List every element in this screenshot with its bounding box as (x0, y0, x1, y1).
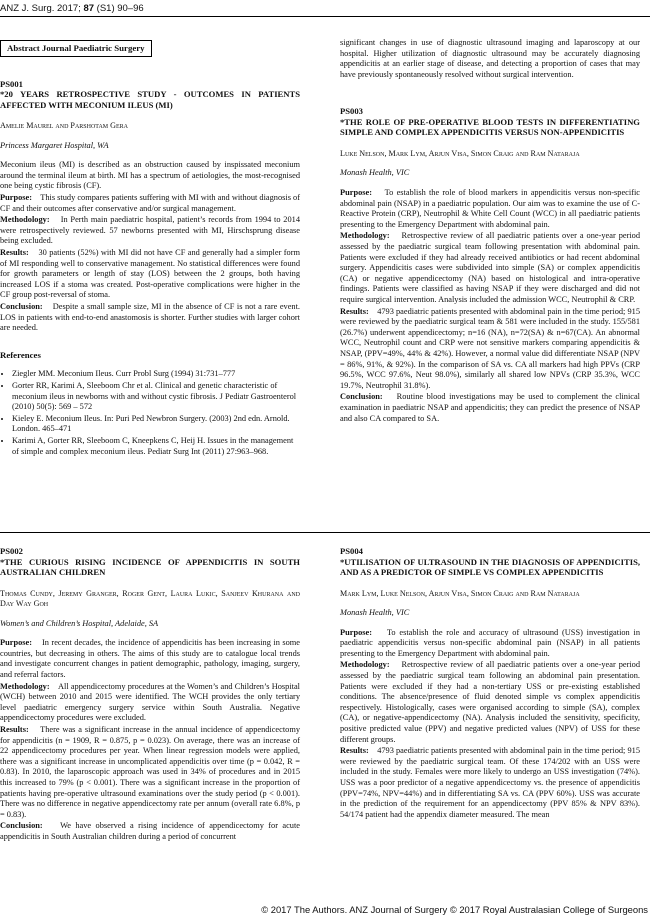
section-box: Abstract Journal Paediatric Surgery (0, 40, 152, 57)
abstract-title: *UTILISATION OF ULTRASOUND IN THE DIAGNOSIS OF APPENDICITIS, AND AS A PREDICTOR OF SIMPLE VS COMPLEX APPENDICITIS (340, 556, 640, 577)
right-column-top (340, 38, 640, 425)
references-heading: References (0, 349, 41, 360)
abstract-conclusion: Conclusion: We have observed a rising incidence of appendicectomy for acute appendicitis in South Australian children during a period of concurrent (0, 821, 300, 841)
abstract-id: PS004 (340, 546, 363, 556)
section-divider (0, 532, 650, 533)
abstract-authors: Thomas Cundy, Jeremy Granger, Roger Gent, Laura Lukic, Sanjeev Khurana and Day Way Goh (0, 588, 300, 609)
reference-item: • Kieley E. Meconium Ileus. In: Puri Ped Newbron Surgery. (2003) 2nd edn. Arnold. London. 465–471 (12, 414, 300, 435)
abstract-method: Methodology: Retrospective review of all paediatric patients over a one-year period assessed by the paediatric surgical team following presentation with abdominal pain. Patients were excluded if they had already received antibiotics or had recent abdominal surgery. Appendicitis cases were subdivided into simple (SA) or complex appendicitis (CA) or negative appendicectomy (NA) based on histological and intra-operative findings. Patients were classified as having NSAP if they were discharged and did not require surgical intervention. Analysis included the admission WCC, Neutrophil & CRP. (340, 231, 641, 304)
reference-item: • Karimi A, Gorter RR, Sleeboom C, Kneepkens C, Heij H. Issues in the management of simple and complex meconium ileus. Pediatr Surg Int (2011) 27:963–968. (12, 436, 300, 457)
reference-list (0, 369, 300, 457)
abstract-method: Methodology: All appendicectomy procedures at the Women’s and Children’s Hospital (WCH) between 2010 and 2015 were identified. The WCH provides the only tertiary level paediatric emergency surgery service within South Australia. Negative appendicectomy procedures were excluded. (0, 681, 300, 723)
abstract-method: Methodology: Retrospective review of all paediatric patients over a one-year period assessed by the paediatric surgical team following an abdominal pain presentation. Patients were excluded if they had a non-tertiary USS or pre-existing established conditions. The absence/presence of fluid denoted simple vs complex appendicitis respectively. Histologically, cases were organised according to simple (SA), complex (CA), or negative-appendicectomy (NA). Analysis included the sensitivity, specificity, positive predicted value (PPV) and negative predicted values (NPV) of USS for these different groups. (340, 660, 641, 744)
abstract-affiliation: Princess Margaret Hospital, WA (0, 140, 109, 150)
abstract-affiliation: Women’s and Children’s Hospital, Adelaide, SA (0, 618, 159, 628)
reference-item: • Gorter RR, Karimi A, Sleeboom Chr et al. Clinical and genetic characteristic of meconium ileus in newborns with and without cystic fibrosis. J Pediatr Gastroenterol (2010) 50(5): 569 – 572 (12, 381, 300, 413)
abstract-id: PS001 (0, 78, 23, 89)
abstract-id: PS003 (340, 106, 363, 117)
abstract-affiliation: Monash Health, VIC (340, 608, 410, 618)
right-column-bottom (340, 546, 640, 821)
copyright-footer: © 2017 The Authors. ANZ Journal of Surgery © 2017 Royal Australasian College of Surgeons (261, 904, 648, 915)
abstract-authors: Amelie Maurel and Parshotam Gera (0, 121, 128, 131)
left-column-top (0, 40, 300, 458)
abstract-title: *THE ROLE OF PRE-OPERATIVE BLOOD TESTS IN DIFFERENTIATING SIMPLE AND COMPLEX APPENDICITIS VERSUS NON-APPENDICITIS (340, 116, 640, 138)
abstract-conclusion: Conclusion: Despite a small sample size, MI in the absence of CF is not a rare event. LOS in patients with end-to-end anastomosis is shorter. Further studies with larger cohort are needed. (0, 302, 301, 333)
journal-pages: (S1) 90–96 (94, 3, 144, 14)
abstract-purpose: Purpose: This study compares patients suffering with MI with and without diagnosis of CF and their outcomes after conservative and/or surgical management. (0, 193, 300, 213)
abstract-intro: Meconium ileus (MI) is described as an obstruction caused by inspissated meconium around the terminal ileum at birth. MI has a spectrum of aetiologies, the most-recognised one being cystic fibrosis (CF). (0, 160, 300, 191)
abstract-id: PS002 (0, 546, 23, 556)
header-rule (0, 16, 650, 17)
abstract-purpose: Purpose: To establish the role of blood markers in appendicitis versus non-specific abdominal pain (NSAP) in a paediatric population. Our aim was to examine the use of C-Reactive Protein (CRP), Neutrophil & White Cell Count (WCC) in all paediatric patients presenting to the Emergency Department with abdominal pain. (340, 188, 640, 229)
abstract-authors: Mark Lym, Luke Nelson, Arjun Visa, Simon Craig and Ram Nataraja (340, 588, 580, 598)
abstract-purpose: Purpose: In recent decades, the incidence of appendicitis has been increasing in some countries, but decreasing in others. The aims of this study are to catalogue local trends and investigate concurrent changes in patient demographic, pathology, imaging, surgery, and referral factors. (0, 638, 300, 680)
abstract-affiliation: Monash Health, VIC (340, 168, 410, 178)
abstract-method: Methodology: In Perth main paediatric hospital, patient’s records from 1994 to 2014 were retrospectively reviewed. 57 newborns presented with MI, Hirschsprung disease being excluded. (0, 215, 300, 246)
abstract-conclusion: Conclusion: Routine blood investigations may be used to complement the clinical examination in paediatric NSAP and appendicitis; they can predict the presence of NSAP and also CA compared to SA. (340, 392, 640, 423)
journal-year: 2017; (57, 3, 84, 14)
left-column-bottom (0, 546, 300, 844)
abstract-results: Results: 4793 paediatric patients presented with abdominal pain in the time period; 915 were reviewed by the paediatric surgical team. Of these 174/202 with an USS were included in the study. Females were more likely to undergo an USS investigation (74%). USS was a poor predictor of a negative appendicectomy vs. the presence of appendicitis (PPV=74%, NPV=44%) and in differentiating SA vs. CA (PPV 60%). USS was accurate in the prediction of the requirement for an appendicectomy (PPV 85% & NPV 83%). 54/174 patient had the appendix diameter measured. The mean (340, 746, 641, 819)
abstract-results: Results: There was a significant increase in the annual incidence of appendicectomy for appendicitis (n = 1909, R = 0.875, p = 0.023). On average, there was an increase of 22 appendicectomy procedures per year. When linear regression models were applied, there was a significant increase in uncomplicated appendicitis over time (p = 0.042, R = 0.83). In 2010, the laparoscopic approach was used in 34% of procedures and in 2015 this increased to 79% (p < 0.001). There was a significant increase in the proportion of patients having pre-operative ultrasound examinations over the study period (p < 0.001). There was no difference in negative appendicectomy rate per annum (overall rate 6.8%, p = 0.83). (0, 725, 300, 819)
abstract-continuation: significant changes in use of diagnostic ultrasound imaging and laparoscopy at our hospital. Higher utilization of diagnostic ultrasound may be accurately diagnosing appendicitis at an earlier stage of disease, and detecting a proportion of cases that may have previously spontaneously resolved without surgical intervention. (340, 38, 640, 79)
journal-header (0, 3, 144, 14)
abstract-purpose: Purpose: To establish the role and accuracy of ultrasound (USS) investigation in paediatric appendicitis versus non-specific abdominal pain (NSAP) in all patients presenting to the Emergency Department with abdominal pain. (340, 627, 640, 658)
journal-volume: 87 (83, 3, 95, 14)
journal-name: ANZ J. Surg. (0, 3, 55, 14)
abstract-title: *THE CURIOUS RISING INCIDENCE OF APPENDICITIS IN SOUTH AUSTRALIAN CHILDREN (0, 556, 300, 577)
abstract-results: Results: 30 patients (52%) with MI did not have CF and generally had a simpler form of MI responding well to conservative management. No statistical differences were found for growth parameters or length of stay (LOS) between the 2 groups, both having increased LOS if a stoma was created. Post-operative complications were higher in the CF group post-reversal of stoma. (0, 248, 301, 300)
reference-item: • Ziegler MM. Meconium Ileus. Curr Probl Surg (1994) 31:731–777 (12, 369, 300, 380)
abstract-results: Results: 4793 paediatric patients presented with abdominal pain in the time period; 915 were reviewed by the paediatric surgical team & 581 were included in the study. 155/581 (26.7%) underwent appendicectomy; n=16 (NA), n=72(SA) & n=67(CA). An abnormal WCC, Neutrophil count and CRP were not sensitive markers comparing appendicitis & NSAP, (PPV=49%, 44% & 42%). However, a normal value did differentiate NSAP (NPV = 86%, 91%, & 92%). In the comparison of SA vs. CA all markers had high PPVs (CRP 96.5%, WCC 97.6%, Neut 98.0%), similarly all shared low NPVs (CRP 35.3%, WCC 19.7%, Neutrophil 31.8%). (340, 306, 641, 390)
abstract-title: *20 YEARS RETROSPECTIVE STUDY - OUTCOMES IN PATIENTS AFFECTED WITH MECONIUM ILEUS (MI) (0, 89, 300, 110)
abstract-authors: Luke Nelson, Mark Lym, Arjun Visa, Simon Craig and Ram Nataraja (340, 148, 580, 158)
